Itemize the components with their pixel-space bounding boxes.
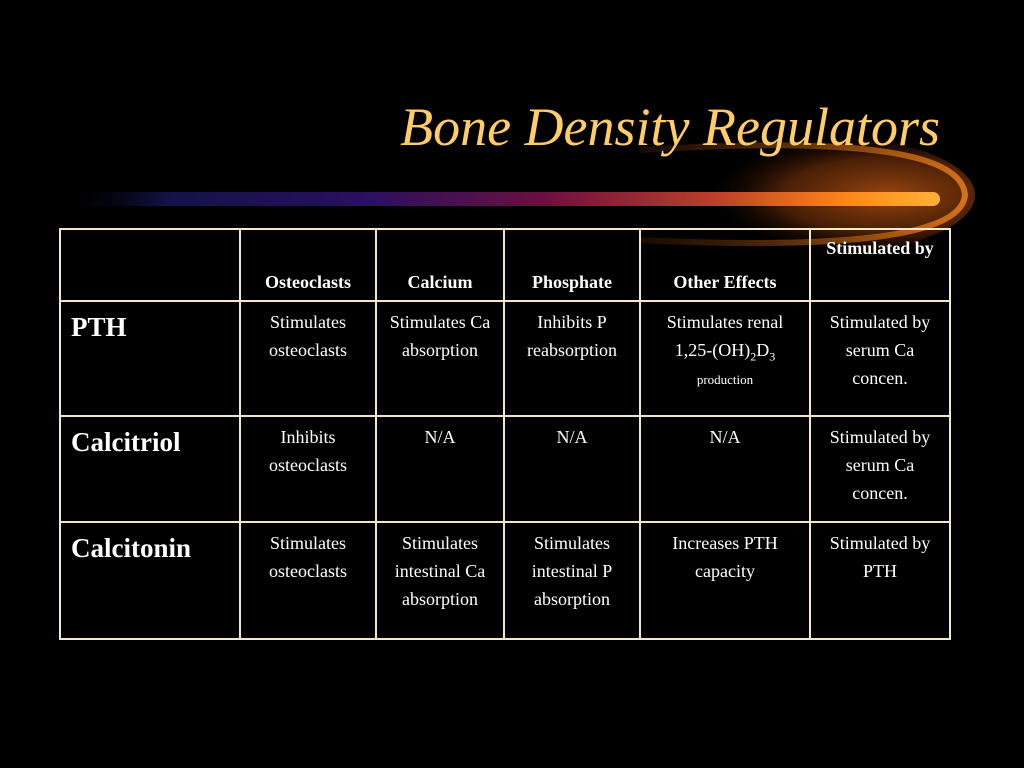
comet-streak <box>60 192 940 206</box>
cell-other-effects: N/A <box>640 416 810 522</box>
cell-other-effects-prefix: Stimulates renal 1,25-(OH) <box>666 312 784 360</box>
cell-osteoclasts: Stimulates osteoclasts <box>240 522 376 639</box>
cell-other-effects <box>640 301 810 416</box>
cell-stimulated-by: Stimulated by PTH <box>810 522 950 639</box>
header-other-effects: Other Effects <box>640 229 810 301</box>
cell-calcium: Stimulates Ca absorption <box>376 301 504 416</box>
header-stimulated-by: Stimulated by <box>810 229 950 301</box>
row-label: Calcitriol <box>60 416 240 522</box>
cell-phosphate: N/A <box>504 416 640 522</box>
cell-stimulated-by: Stimulated by serum Ca concen. <box>810 301 950 416</box>
row-label: PTH <box>60 301 240 416</box>
cell-stimulated-by: Stimulated by serum Ca concen. <box>810 416 950 522</box>
header-phosphate: Phosphate <box>504 229 640 301</box>
cell-osteoclasts: Stimulates osteoclasts <box>240 301 376 416</box>
header-calcium: Calcium <box>376 229 504 301</box>
cell-other-effects-sub1: 2 <box>750 349 757 364</box>
cell-other-effects: Increases PTH capacity <box>640 522 810 639</box>
cell-osteoclasts: Inhibits osteoclasts <box>240 416 376 522</box>
regulators-table <box>59 228 951 640</box>
cell-calcium: N/A <box>376 416 504 522</box>
table-row-pth <box>60 301 950 416</box>
cell-other-effects-small: production <box>696 372 754 387</box>
cell-other-effects-sub2: 3 <box>769 349 776 364</box>
slide-title: Bone Density Regulators <box>400 97 940 157</box>
cell-phosphate: Stimulates intestinal P absorption <box>504 522 640 639</box>
header-corner <box>60 229 240 301</box>
cell-calcium: Stimulates intestinal Ca absorption <box>376 522 504 639</box>
table-row-calcitriol <box>60 416 950 522</box>
header-row <box>60 229 950 301</box>
table-row-calcitonin <box>60 522 950 639</box>
cell-phosphate: Inhibits P reabsorption <box>504 301 640 416</box>
header-osteoclasts: Osteoclasts <box>240 229 376 301</box>
row-label: Calcitonin <box>60 522 240 639</box>
cell-other-effects-mid: D <box>756 340 770 360</box>
